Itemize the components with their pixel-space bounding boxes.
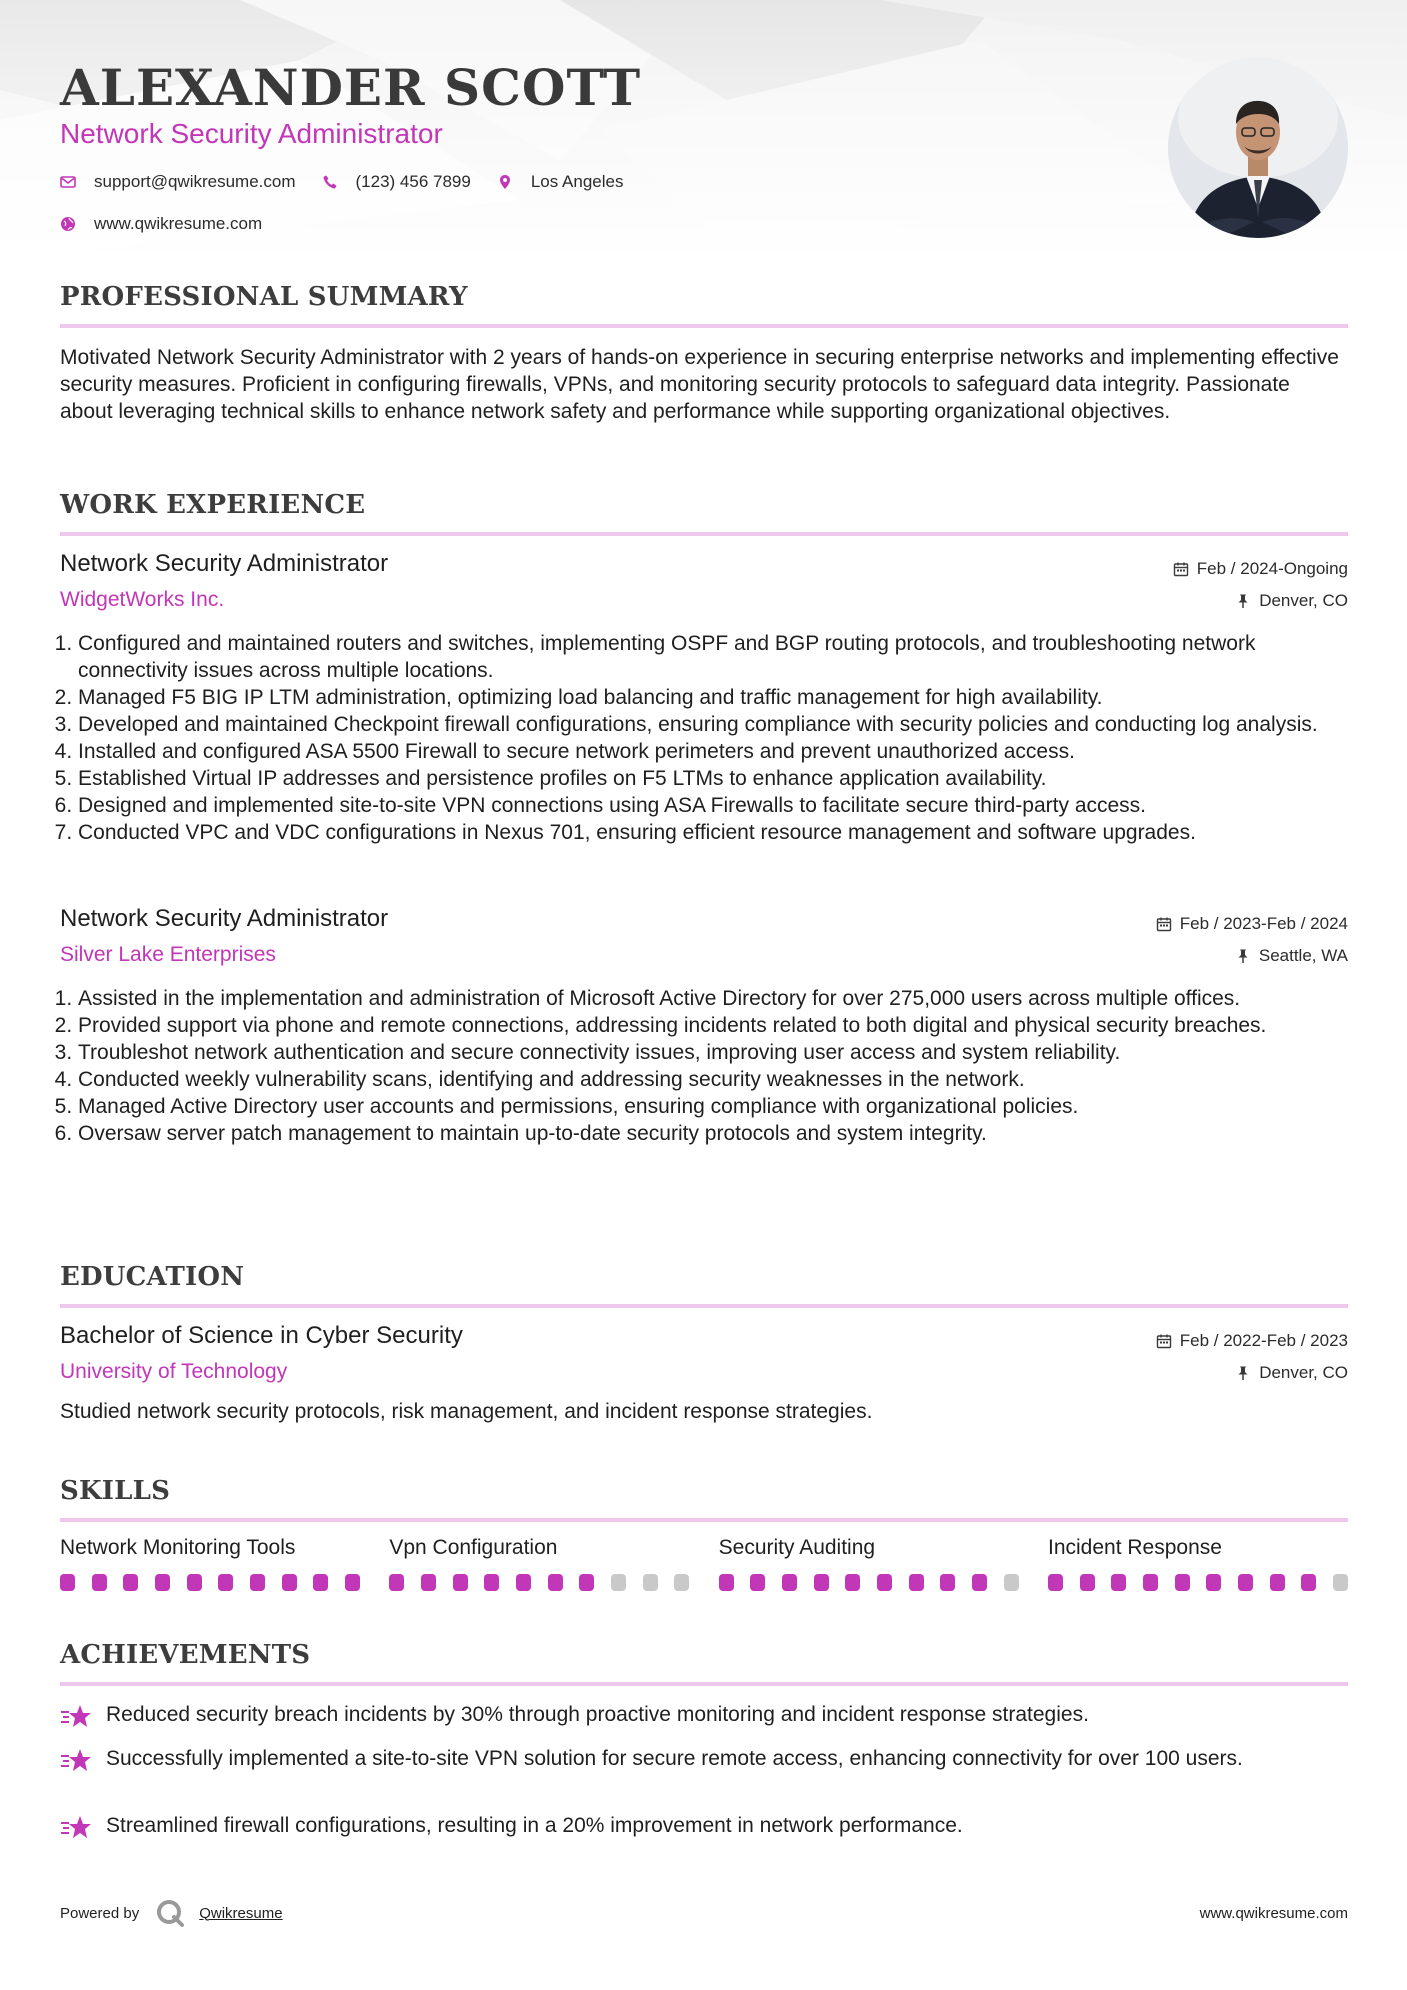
rating-dot-filled — [814, 1574, 829, 1591]
achievement-item — [60, 1745, 1348, 1781]
list-item: 4. Conducted weekly vulnerability scans, identifying and addressing security weaknesses in the network. — [78, 1066, 1348, 1093]
rating-dot-filled — [579, 1574, 594, 1591]
section-heading: SKILLS — [60, 1476, 171, 1506]
skill-rating — [389, 1574, 689, 1591]
map-pin-icon — [497, 174, 513, 190]
skill-item — [719, 1536, 1019, 1591]
rating-dot-filled — [940, 1574, 955, 1591]
skill-name: Incident Response — [1047, 1536, 1222, 1559]
rating-dot-filled — [1143, 1574, 1158, 1591]
list-item: 3. Developed and maintained Checkpoint firewall configurations, ensuring compliance with security policies and conducting log analysis. — [78, 711, 1348, 738]
rating-dot-filled — [282, 1574, 297, 1591]
skill-rating — [719, 1574, 1019, 1591]
rating-dot-empty — [643, 1574, 658, 1591]
education-location-text: Denver, CO — [1259, 1363, 1348, 1382]
skill-item — [389, 1536, 689, 1591]
section-divider — [60, 532, 1348, 536]
footer-website[interactable]: www.qwikresume.com — [1199, 1904, 1348, 1922]
skill-rating — [60, 1574, 360, 1591]
rating-dot-filled — [313, 1574, 328, 1591]
rating-dot-filled — [782, 1574, 797, 1591]
experience-section-header — [60, 490, 1348, 536]
rating-dot-filled — [548, 1574, 563, 1591]
job-location-text: Seattle, WA — [1258, 946, 1348, 965]
section-divider — [60, 1682, 1348, 1686]
contact-phone[interactable] — [322, 172, 471, 192]
school-name: University of Technology — [60, 1360, 288, 1383]
job-meta — [1156, 911, 1348, 975]
globe-icon — [60, 216, 76, 232]
list-item: 6. Designed and implemented site-to-site VPN connections using ASA Firewalls to facilitate secure third-party access. — [78, 792, 1348, 819]
job-dates-text: Feb / 2023-Feb / 2024 — [1179, 914, 1348, 933]
rating-dot-filled — [484, 1574, 499, 1591]
section-heading: PROFESSIONAL SUMMARY — [60, 282, 468, 312]
education-location — [1156, 1360, 1348, 1386]
job-location — [1156, 943, 1348, 969]
rating-dot-filled — [909, 1574, 924, 1591]
list-item: 5. Managed Active Directory user accounts and permissions, ensuring compliance with organizational policies. — [78, 1093, 1348, 1120]
rating-dot-empty — [1004, 1574, 1019, 1591]
achievement-item — [60, 1701, 1348, 1737]
rating-dot-filled — [1270, 1574, 1285, 1591]
rating-dot-filled — [250, 1574, 265, 1591]
education-description: Studied network security protocols, risk management, and incident response strategies. — [60, 1400, 873, 1423]
location-text: Los Angeles — [530, 172, 624, 191]
job-bullets — [60, 985, 1348, 1147]
section-heading: WORK EXPERIENCE — [60, 490, 366, 520]
rating-dot-filled — [218, 1574, 233, 1591]
achievements-section-header — [60, 1640, 1348, 1686]
section-divider — [60, 1304, 1348, 1308]
job-dates — [1156, 911, 1348, 937]
list-item: 4. Installed and configured ASA 5500 Firewall to secure network perimeters and prevent unauthorized access. — [78, 738, 1348, 765]
rating-dot-filled — [719, 1574, 734, 1591]
list-item: 1. Configured and maintained routers and switches, implementing OSPF and BGP routing protocols, and troubleshooting network connectivity issues across multiple locations. — [78, 630, 1348, 684]
powered-by-label: Powered by — [60, 1904, 140, 1922]
job-title: Network Security Administrator — [60, 550, 389, 577]
rating-dot-filled — [845, 1574, 860, 1591]
pushpin-icon — [1235, 593, 1251, 609]
education-dates — [1156, 1328, 1348, 1354]
profile-photo — [1168, 58, 1348, 238]
rating-dot-filled — [92, 1574, 107, 1591]
job-location — [1173, 588, 1348, 614]
skill-rating — [1048, 1574, 1348, 1591]
skill-name: Network Monitoring Tools — [60, 1536, 296, 1559]
education-meta — [1156, 1328, 1348, 1392]
list-item: 5. Established Virtual IP addresses and persistence profiles on F5 LTMs to enhance application availability. — [78, 765, 1348, 792]
skill-name: Security Auditing — [718, 1536, 876, 1559]
star-icon — [60, 1745, 106, 1781]
rating-dot-filled — [1175, 1574, 1190, 1591]
rating-dot-filled — [516, 1574, 531, 1591]
rating-dot-filled — [123, 1574, 138, 1591]
job-bullets — [60, 630, 1348, 846]
job-location-text: Denver, CO — [1259, 591, 1348, 610]
contact-row-primary — [60, 172, 649, 192]
list-item: 2. Provided support via phone and remote connections, addressing incidents related to both digital and physical security breaches. — [78, 1012, 1348, 1039]
rating-dot-empty — [611, 1574, 626, 1591]
star-icon — [60, 1812, 106, 1848]
list-item: 1. Assisted in the implementation and administration of Microsoft Active Directory for over 275,000 users across multiple offices. — [78, 985, 1348, 1012]
achievement-item — [60, 1812, 1348, 1848]
achievement-text: Streamlined firewall configurations, resulting in a 20% improvement in network performance. — [106, 1814, 963, 1837]
section-divider — [60, 324, 1348, 328]
rating-dot-filled — [1206, 1574, 1221, 1591]
job-entry — [60, 905, 1348, 967]
summary-section-header — [60, 282, 1348, 328]
calendar-icon — [1156, 1333, 1172, 1349]
envelope-icon — [60, 174, 76, 190]
section-divider — [60, 1518, 1348, 1522]
footer-branding — [60, 1898, 283, 1928]
rating-dot-empty — [674, 1574, 689, 1591]
list-item: 6. Oversaw server patch management to maintain up-to-date security protocols and system integrity. — [78, 1120, 1348, 1147]
skill-item — [60, 1536, 360, 1591]
rating-dot-filled — [1238, 1574, 1253, 1591]
job-meta — [1173, 556, 1348, 620]
education-dates-text: Feb / 2022-Feb / 2023 — [1179, 1331, 1348, 1350]
qwikresume-logo-icon — [155, 1898, 185, 1928]
summary-text: Motivated Network Security Administrator with 2 years of hands-on experience in securing enterprise networks and implementing effective security measures. Proficient in configuring firewalls, VPNs, and monitoring security protocols to safeguard data integrity. Passionate about leveraging technical skills to enhance network safety and performance while supporting organizational objectives. — [60, 346, 1339, 423]
skills-section-header — [60, 1476, 1348, 1522]
skill-name: Vpn Configuration — [389, 1536, 558, 1559]
contact-row-secondary — [60, 214, 288, 234]
pushpin-icon — [1235, 948, 1251, 964]
rating-dot-filled — [1111, 1574, 1126, 1591]
rating-dot-filled — [877, 1574, 892, 1591]
list-item: 3. Troubleshot network authentication and secure connectivity issues, improving user access and system reliability. — [78, 1039, 1348, 1066]
email-text: support@qwikresume.com — [94, 172, 296, 191]
calendar-icon — [1173, 561, 1189, 577]
rating-dot-filled — [421, 1574, 436, 1591]
star-icon — [60, 1701, 106, 1737]
skill-item — [1048, 1536, 1348, 1591]
contact-website[interactable] — [60, 214, 262, 234]
rating-dot-empty — [1333, 1574, 1348, 1591]
job-title: Network Security Administrator — [60, 905, 389, 932]
phone-text: (123) 456 7899 — [355, 172, 471, 191]
achievement-text: Reduced security breach incidents by 30% through proactive monitoring and incident response strategies. — [106, 1703, 1089, 1726]
rating-dot-filled — [389, 1574, 404, 1591]
rating-dot-filled — [453, 1574, 468, 1591]
rating-dot-filled — [750, 1574, 765, 1591]
candidate-title: Network Security Administrator — [60, 118, 443, 149]
section-heading: EDUCATION — [60, 1262, 245, 1292]
education-section-header — [60, 1262, 1348, 1308]
rating-dot-filled — [345, 1574, 360, 1591]
rating-dot-filled — [187, 1574, 202, 1591]
calendar-icon — [1156, 916, 1172, 932]
contact-location — [497, 172, 624, 192]
job-entry — [60, 550, 1348, 612]
job-dates — [1173, 556, 1348, 582]
website-text: www.qwikresume.com — [94, 214, 263, 233]
skills-list — [60, 1536, 1348, 1591]
candidate-name: ALEXANDER SCOTT — [60, 58, 642, 117]
job-company: WidgetWorks Inc. — [60, 588, 225, 611]
rating-dot-filled — [155, 1574, 170, 1591]
brand-link[interactable]: Qwikresume — [199, 1904, 283, 1922]
job-company: Silver Lake Enterprises — [60, 943, 276, 966]
rating-dot-filled — [972, 1574, 987, 1591]
contact-email[interactable] — [60, 172, 296, 192]
achievement-text: Successfully implemented a site-to-site VPN solution for secure remote access, enhancing connectivity for over 100 users. — [106, 1747, 1243, 1770]
rating-dot-filled — [60, 1574, 75, 1591]
phone-icon — [322, 174, 338, 190]
list-item: 7. Conducted VPC and VDC configurations in Nexus 701, ensuring efficient resource management and software upgrades. — [78, 819, 1348, 846]
rating-dot-filled — [1301, 1574, 1316, 1591]
degree-title: Bachelor of Science in Cyber Security — [60, 1322, 463, 1349]
education-entry — [60, 1322, 1348, 1384]
pushpin-icon — [1235, 1365, 1251, 1381]
section-heading: ACHIEVEMENTS — [60, 1640, 311, 1670]
job-dates-text: Feb / 2024-Ongoing — [1196, 559, 1348, 578]
rating-dot-filled — [1048, 1574, 1063, 1591]
list-item: 2. Managed F5 BIG IP LTM administration, optimizing load balancing and traffic management for high availability. — [78, 684, 1348, 711]
footer — [60, 1898, 1348, 1928]
rating-dot-filled — [1080, 1574, 1095, 1591]
